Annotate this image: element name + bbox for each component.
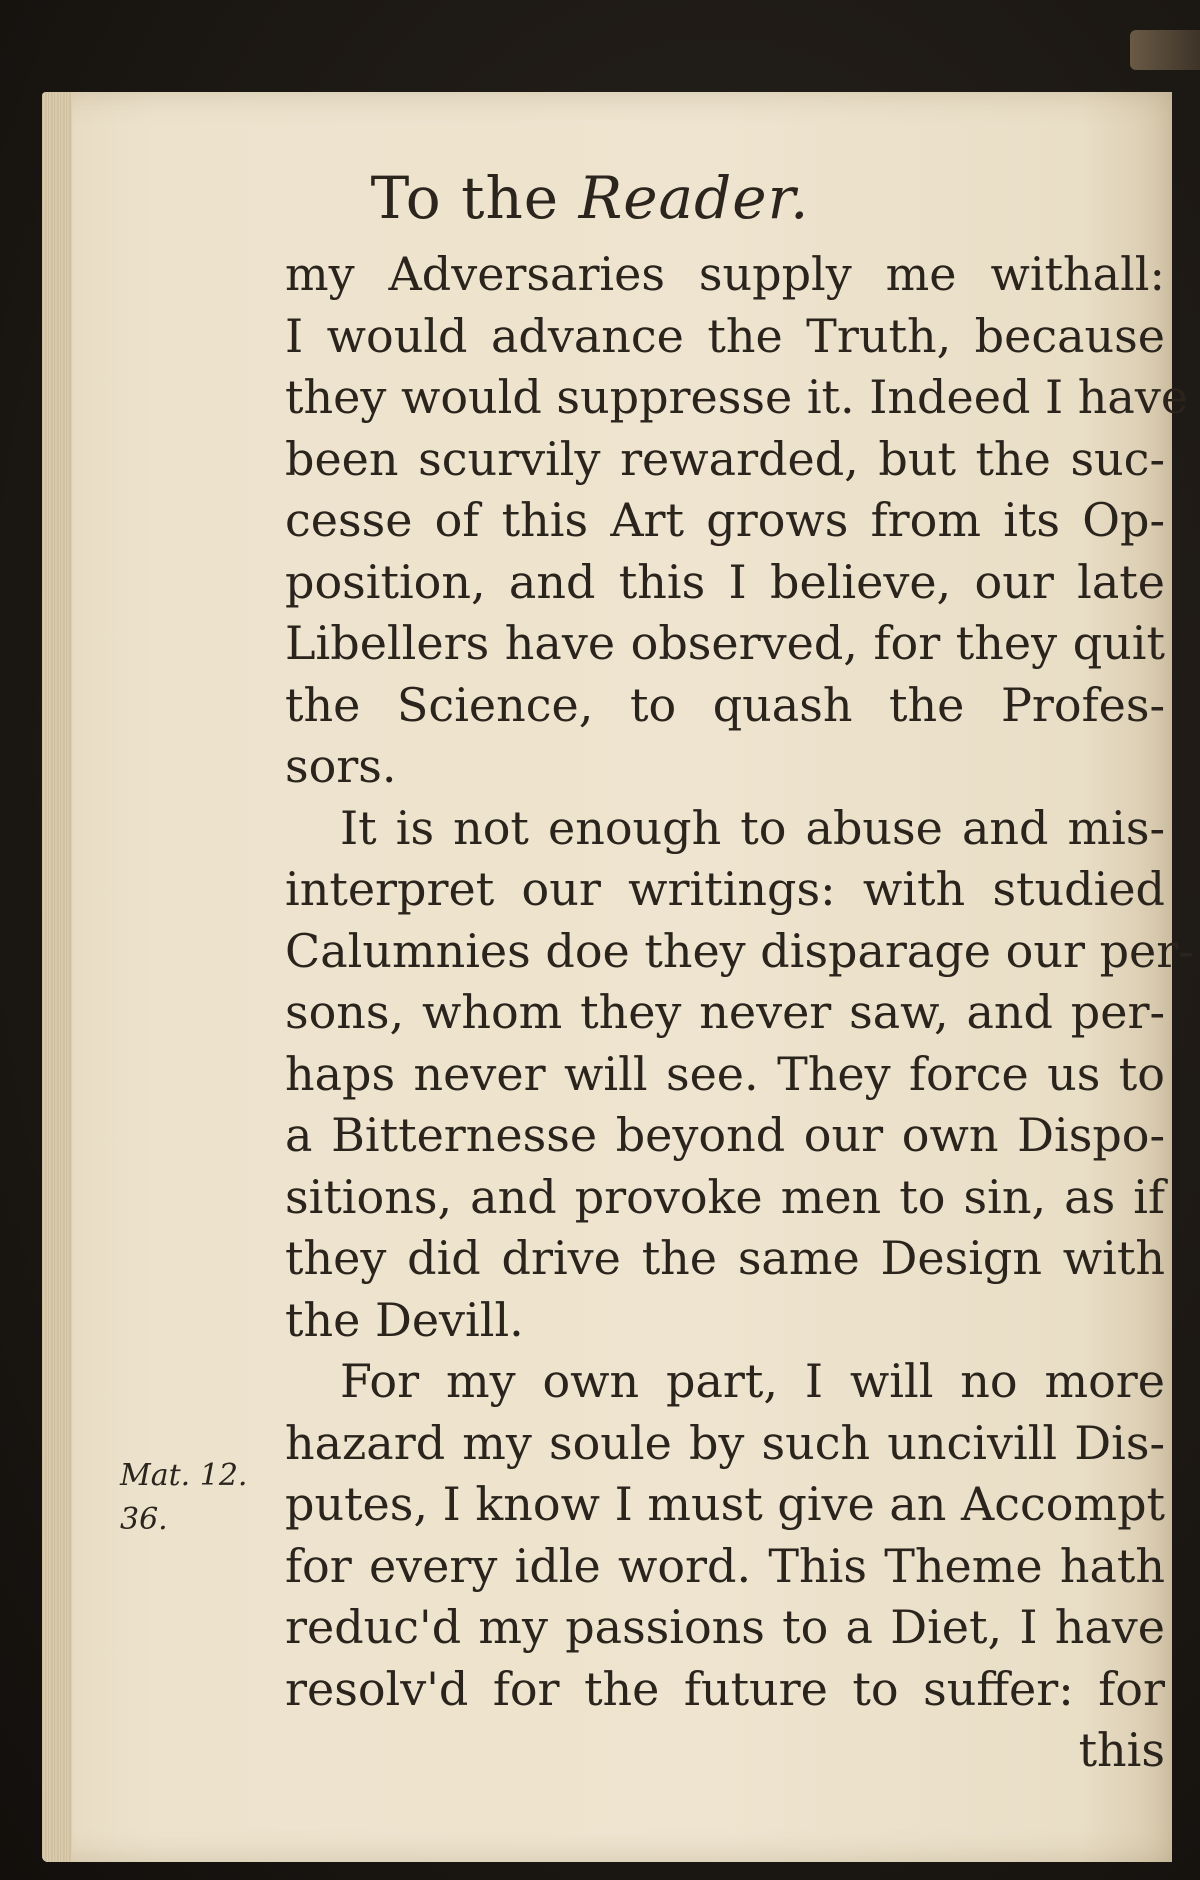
running-head-prefix: To the: [370, 164, 579, 232]
text-line: position, and this I believe, our late: [285, 554, 1165, 609]
book-spine-tab: [1130, 30, 1200, 70]
running-head-word: Reader.: [578, 164, 810, 232]
marginal-note: [120, 1454, 260, 1542]
text-line: haps never will see. They force us to: [285, 1046, 1165, 1101]
text-line: Calumnies doe they disparage our per-: [285, 923, 1194, 978]
text-line: It is not enough to abuse and mis-: [340, 800, 1165, 855]
text-line: they would suppresse it. Indeed I have: [285, 370, 1189, 424]
text-line: my Adversaries supply me withall:: [285, 247, 1165, 301]
text-line: sors.: [285, 739, 397, 793]
text-line: the Science, to quash the Profes-: [285, 677, 1165, 732]
text-line: For my own part, I will no more: [340, 1354, 1165, 1408]
text-line: the Devill.: [285, 1292, 524, 1347]
text-line: interpret our writings: with studied: [285, 862, 1165, 916]
text-line: resolv'd for the future to suffer: for: [285, 1661, 1165, 1716]
running-head: [90, 164, 1090, 232]
marginal-note-line: Mat. 12.: [120, 1458, 248, 1493]
text-line: hazard my soule by such uncivill Dis-: [285, 1415, 1165, 1470]
text-line: been scurvily rewarded, but the suc-: [285, 431, 1165, 486]
text-line: they did drive the same Design with: [285, 1231, 1165, 1285]
text-line: sons, whom they never saw, and per-: [285, 985, 1165, 1039]
text-line: putes, I know I must give an Accompt: [285, 1477, 1166, 1531]
text-line: for every idle word. This Theme hath: [285, 1538, 1165, 1593]
text-line: sitions, and provoke men to sin, as if: [285, 1169, 1165, 1224]
text-line: Libellers have observed, for they quit: [285, 616, 1165, 670]
page: [90, 92, 1194, 1862]
text-line: a Bitternesse beyond our own Dispo-: [285, 1108, 1165, 1162]
text-line: cesse of this Art grows from its Op-: [285, 493, 1165, 547]
page-edges: [42, 92, 72, 1862]
text-line: this: [1078, 1723, 1165, 1777]
text-line: reduc'd my passions to a Diet, I have: [285, 1600, 1165, 1654]
marginal-note-line: 36.: [120, 1502, 168, 1537]
text-line: I would advance the Truth, because: [285, 308, 1165, 363]
body-text: [285, 244, 1194, 1782]
